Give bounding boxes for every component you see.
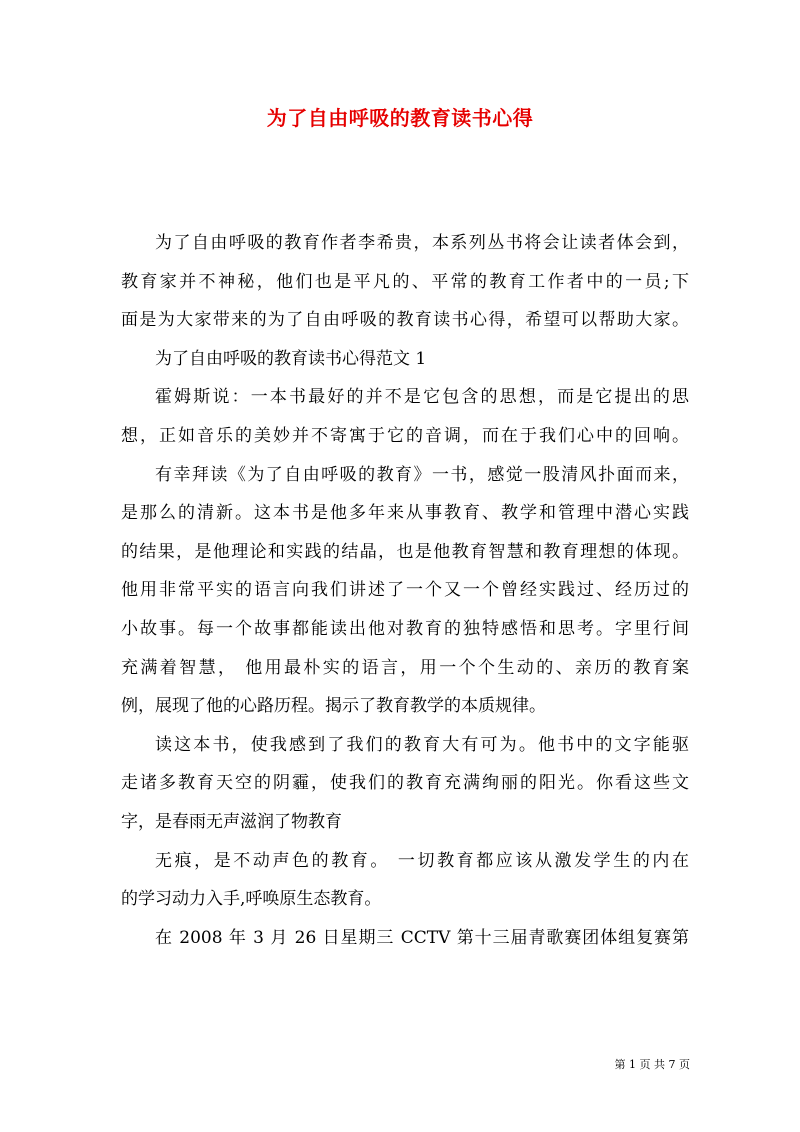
text-line: 的结果，是他理论和实践的结晶，也是他教育智慧和教育理想的体现。 [121,541,689,562]
text-line: 为了自由呼吸的教育作者李希贵，本系列丛书将会让读者体会到， [155,233,689,253]
text-line: 为了自由呼吸的教育读书心得范文 1 [155,348,427,369]
text-line: 走诸多教育天空的阴霾，使我们的教育充满绚丽的阳光。你看这些文 [121,773,689,794]
page-title: 为了自由呼吸的教育读书心得 [266,106,534,130]
text-line: 有幸拜读《为了自由呼吸的教育》一书，感觉一股清风扑面而来， [155,464,689,485]
text-line: 他用非常平实的语言向我们讲述了一个又一个曾经实践过、经历过的 [121,580,689,601]
text-line: 小故事。每一个故事都能读出他对教育的独特感悟和思考。字里行间 [121,618,689,639]
text-line: 是那么的清新。这本书是他多年来从事教育、教学和管理中潜心实践 [121,503,689,524]
text-line: 充满着智慧， 他用最朴实的语言，用一个个生动的、亲历的教育案 [121,657,689,678]
text-line: 面是为大家带来的为了自由呼吸的教育读书心得，希望可以帮助大家。 [121,310,689,331]
text-line: 教育家并不神秘，他们也是平凡的、平常的教育工作者中的一员;下 [121,271,689,292]
document-body [121,224,689,957]
text-line: 的学习动力入手,呼唤原生态教育。 [121,889,382,910]
text-line: 想，正如音乐的美妙并不寄寓于它的音调，而在于我们心中的回响。 [121,425,689,446]
text-line: 霍姆斯说：一本书最好的并不是它包含的思想，而是它提出的思 [155,387,689,408]
text-line: 在 2008 年 3 月 26 日星期三 CCTV 第十三届青歌赛团体组复赛第 [155,927,689,948]
text-line: 读这本书，使我感到了我们的教育大有可为。他书中的文字能驱 [155,734,689,755]
text-line: 无痕，是不动声色的教育。 一切教育都应该从激发学生的内在 [155,850,689,871]
page-number-footer: 第 1 页 共 7 页 [614,1058,690,1071]
text-line: 字，是春雨无声滋润了物教育 [121,811,342,832]
text-line: 例，展现了他的心路历程。揭示了教育教学的本质规律。 [121,696,546,717]
